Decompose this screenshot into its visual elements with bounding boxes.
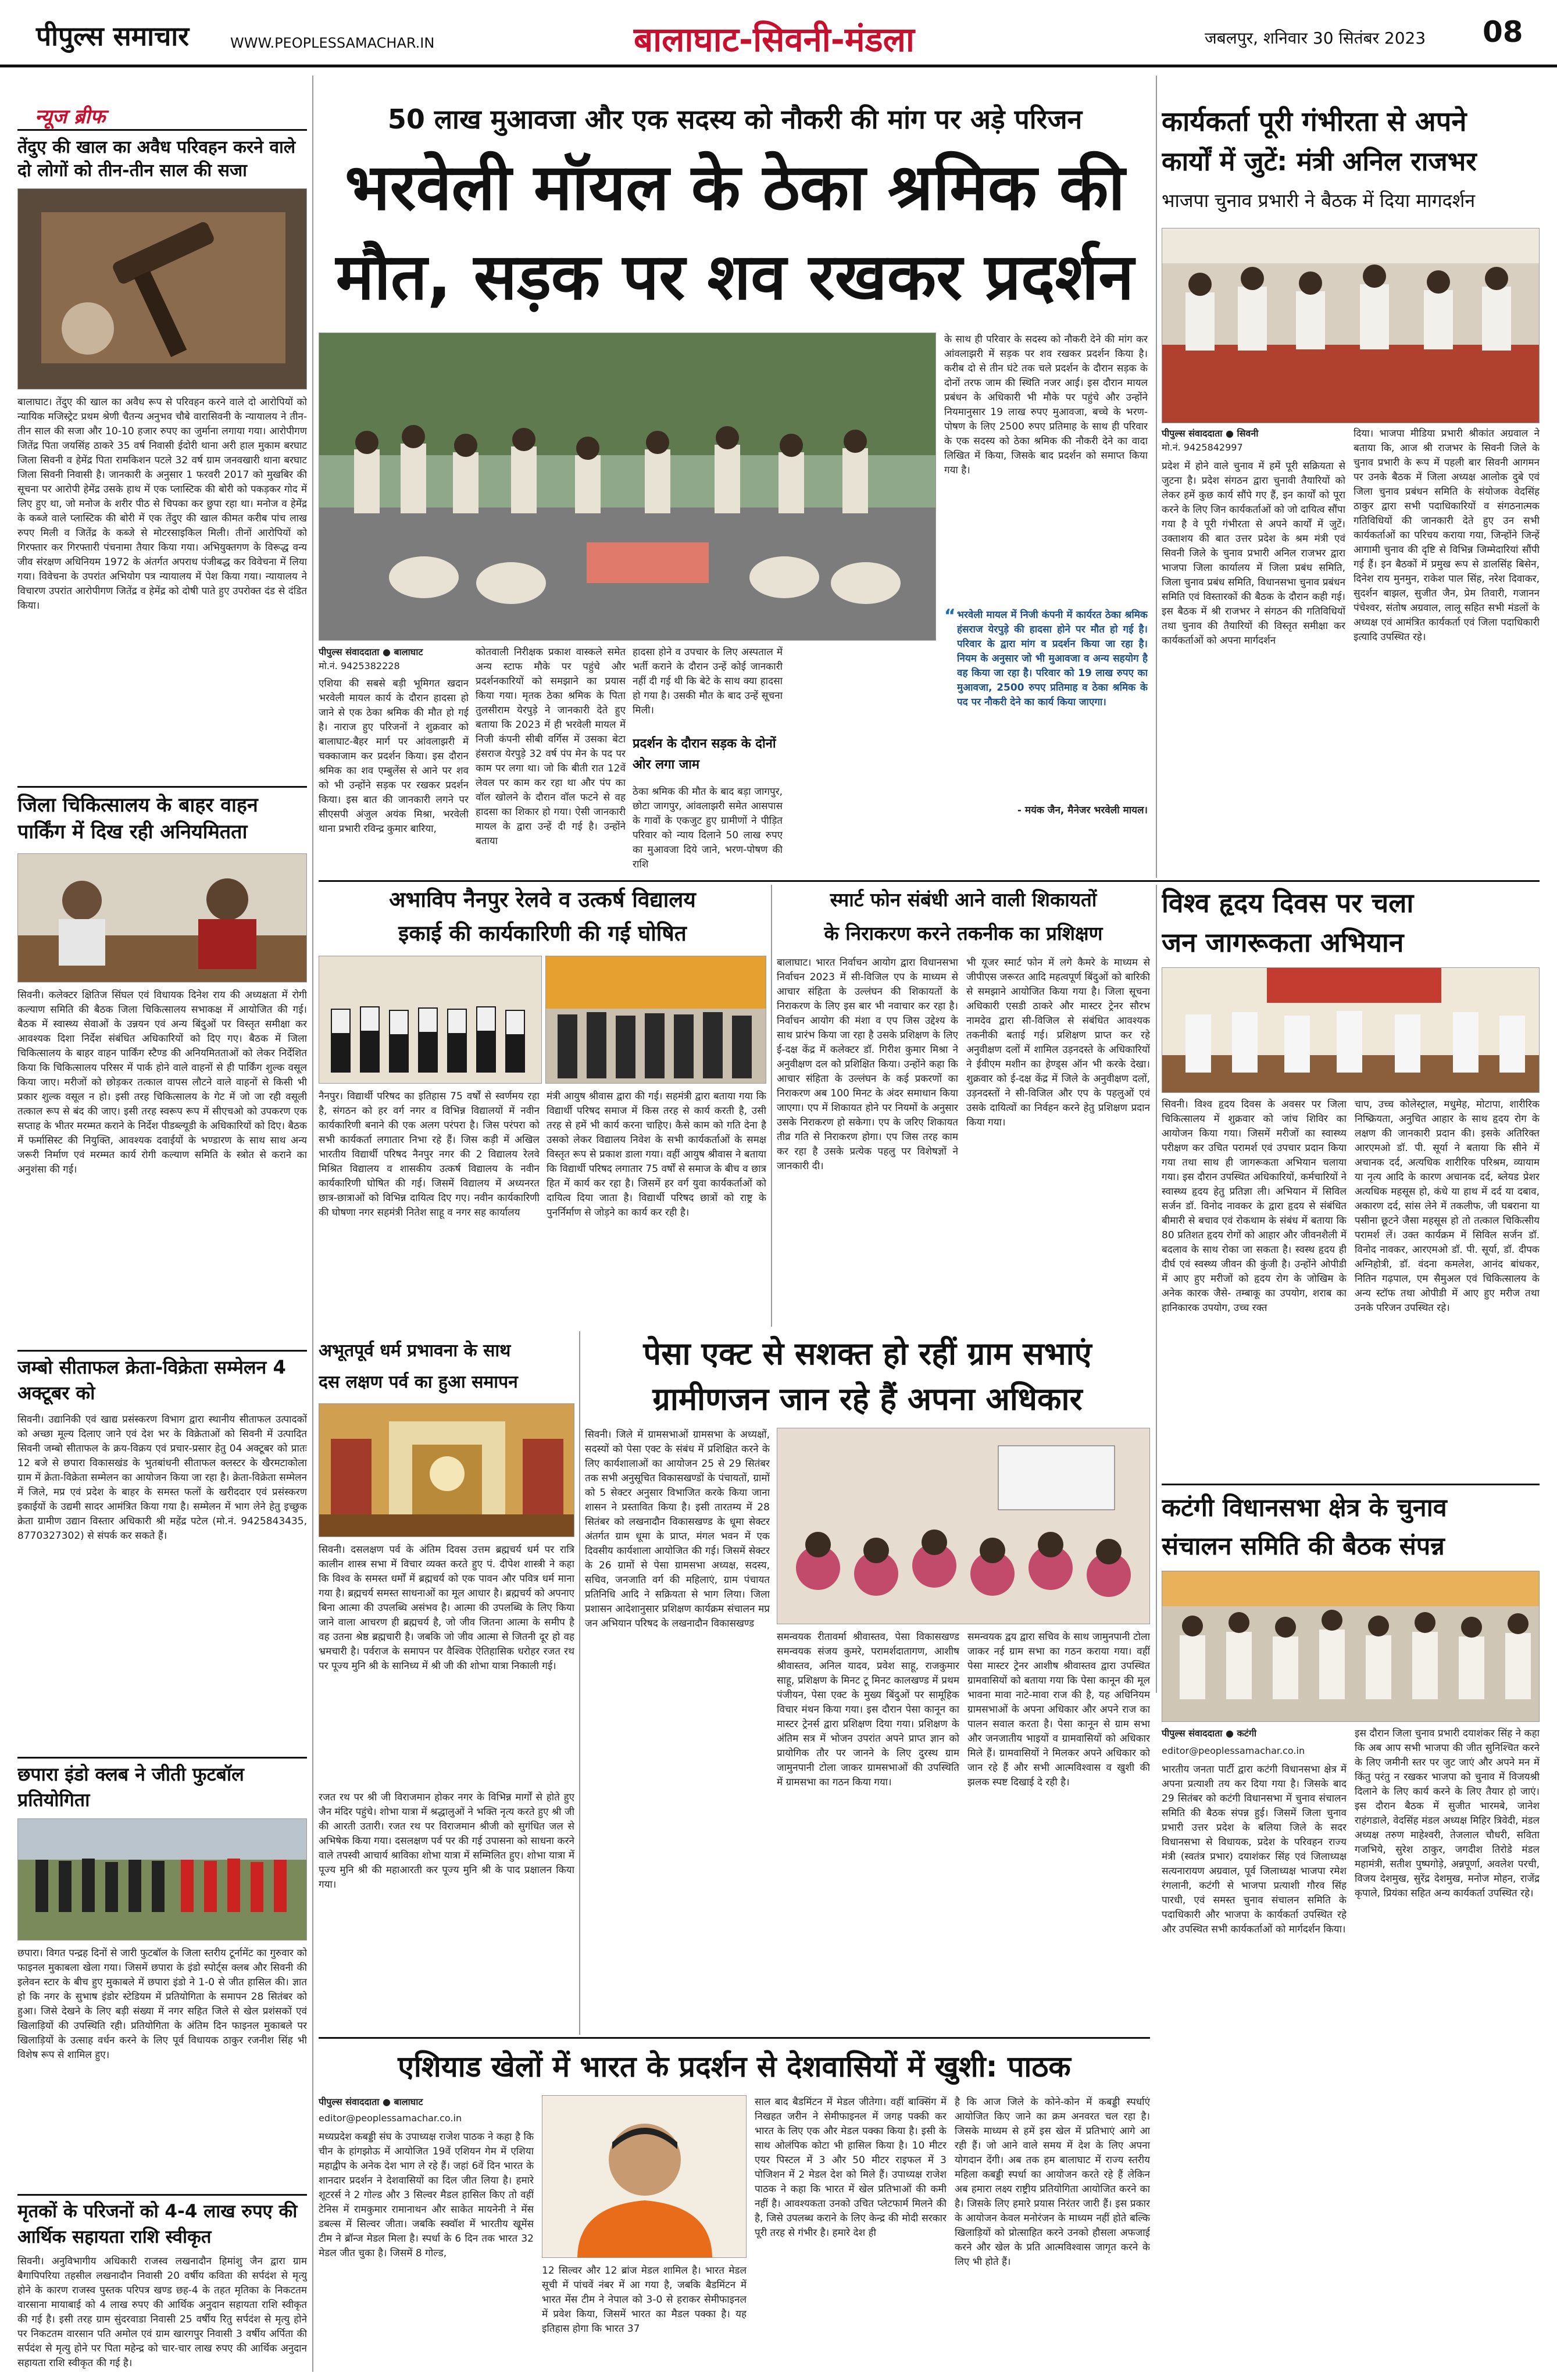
site-url[interactable]: WWW.PEOPLESSAMACHAR.IN xyxy=(230,35,435,51)
dharma-col-1: सिवनी। दसलक्षण पर्व के अंतिम दिवस उत्तम ब्रह्मचर्य धर्म पर रात्रि कालीन शास्त्र सभा में विचार व्यक्त करते हुए पं. दीपेश शास्त्री ने कहा कि विश्व के समस्त धर्मों में ब्रह्मचर्य को एक पावन और पवित्र धर्म माना गया है। ब्रह्मचर्य समस्त साधनाओं का मूल आधार है। ब्रह्मचर्य को अपनाए बिना आत्मा की उपलब्धि असंभव है। आत्मा की उपलब्धि के लिए किया जाने वाला आचरण ही ब्रह्मचर्य है, जो जीव जितना आत्मा के समीप है वह उतना श्रेष्ठ ब्रह्मचारी है। जबकि जो जीव आत्मा से जितनी दूर हो वह भ्रमचारी है। पर्वराज के समापन पर वैश्विक ऐतिहासिक धरोहर रजत रथ पर पूज्य मुनि श्री के सानिध्य में श्री जी की शोभा यात्रा निकाली गई। xyxy=(319,1544,574,1672)
pesa-headline-line2: ग्रामीणजन जान रहे हैं अपना अधिकार xyxy=(652,1381,1083,1417)
heart-story xyxy=(1162,885,1540,1478)
rajbhar-photo-credit: पीपुल्स संवाददाता ● सिवनी xyxy=(1162,428,1259,439)
smartphone-col-1: बालाघाट। भारत निर्वाचन आयोग द्वारा विधानसभा निर्वाचन 2023 में सी-विजिल एप के माध्यम से आचार संहिता के उल्लंघन की शिकायतों के निराकरण के लिए इस बार भी नवाचार कर रहा है। निर्वाचन आयोग की मंशा व एप जिस उद्देश्य के साथ प्रारंभ किया जा रहा है उसके प्रशिक्षण के लिए ई-दक्ष केंद्र में कलेक्टर डॉ. गिरीश कुमार मिश्रा ने अनुवीक्षण दल को प्रशिक्षित किया। उन्होंने कहा कि आचार संहिता के उल्लंघन के कई प्रकरणों का निराकरण अब 100 मिनट के अंदर समाधान किया जाएगा। एप में शिकायत होने पर नियमों के अनुसार उसके निराकरण हो सकेगा। एप के जरिए शिकायत तीव्र गति से निराकरण होगा। एप जिस तरह काम कर रहा है उसके प्रत्येक पहलु पर विशेषज्ञों ने जानकारी दी। xyxy=(777,957,958,1172)
brief-2-headline: जिला चिकित्सालय के बाहर वाहन पार्किंग में दिख रही अनियमितता xyxy=(17,794,258,844)
katangi-photo xyxy=(1162,1571,1540,1722)
brief-4-headline: छपारा इंडो क्लब ने जीती फुटबॉल प्रतियोगिता xyxy=(17,1763,244,1811)
dateline: जबलपुर, शनिवार 30 सितंबर 2023 xyxy=(1205,28,1426,48)
brief-1-body: बालाघाट। तेंदुए की खाल का अवैध रूप से परिवहन करने वाले दो आरोपियों को न्यायिक मजिस्ट्रेट प्रथम श्रेणी चैतन्य अनुभव चौबे वारासिवनी के न्यायालय ने तीन-तीन साल की सजा और 10-10 हजार रुपए का जुर्माना लगाया गया। आरोपीगण जितेंद्र पिता जयसिंह ठाकरे 35 वर्ष निवासी ईदोरी थाना अरी हाल मुकाम बरघाट जिला सिवनी व हेमेंद्र पिता रामकिशन पटले 32 वर्ष ग्राम जनवखारी थाना बरघाट जिला सिवनी निवासी है। जानकारी के अनुसार 1 फरवरी 2017 को मुखबिर की सूचना पर आरोपी हेमेंद्र उसके हाथ में एक प्लास्टिक की बोरी को पकड़कर गोद में लिए हुए था, जो मनोज के शरीर पीठ से चिपका कर छुपा रहा था। मनोज व हेमेंद्र के कब्जे वाले प्लास्टिक की बोरी में एक तेंदुए की खाल कीमत करीब पांच लाख रुपए मिली व जितेंद्र के कब्जे से मोटरसाइकिल मिली। तीनों आरोपियों को गिरफ्तार कर गिरफ्तारी पंचनामा तैयार किया गया। अभियुक्तगण के विरूद्ध वन्य जीव संरक्षण अधिनियम 1972 के अंतर्गत अपराध पंजीबद्ध कर विवेचना में लिया गया। विवेचना के उपरांत अभियोग पत्र न्यायालय में पेश किया गया। न्यायालय ने विचारण उपरांत आरोपीगण जितेंद्र व हेमेंद्र को दोषी पाते हुए उपरोक्त दंड से दंडित किया। xyxy=(17,396,307,612)
heart-col-1: सिवनी। विश्व हृदय दिवस के अवसर पर जिला चिकित्सालय में शुक्रवार को जांच शिविर का आयोजन किया गया। जिसमें मरीजों का स्वास्थ्य परीक्षण कर उचित परामर्श एवं उपचार प्रदान किया गया तथा साथ ही जागरूकता अभियान चलाया गया। इस दौरान उपस्थित अधिकारियों, कर्मचारियों ने स्वास्थ्य हृदय हेतु प्रतिज्ञा ली। अभियान में सिविल सर्जन डॉ. विनोद नावकर के द्वारा हृदय से संबंधित बीमारी से बचाव एवं रोकथाम के संबंध में बताया कि 80 प्रतिशत हृदय रोगों को आहार और जीवनशैली में बदलाव के साथ रोका जा सकता है। स्वस्थ हृदय ही दीर्घ एवं स्वस्थ्य जीवन की कुंजी है। उन्होंने ओपीडी में आए हुए मरीजों को हृदय रोग के जोखिम के अनेक कारक जैसे- तम्बाकू का उपयोग, शराब का हानिकारक उपयोग, उच्च रक्त xyxy=(1162,1099,1347,1314)
brief-1-photo xyxy=(17,188,307,389)
brand-name: पीपुल्स समाचार xyxy=(36,20,190,52)
katangi-headline-line2: संचालन समिति की बैठक संपन्न xyxy=(1162,1532,1445,1561)
dharma-story xyxy=(319,1331,574,2035)
asiad-col-4: है कि आज जिले के कोने-कोन में कबड्डी स्पर्धाएं आयोजित किए जाने का क्रम अनवरत चल रहा है। जिसके माध्यम से हमें इस खेल में प्रतिभाएं आगे आ रही हैं। जो आने वाले समय में देश के लिए अपना योगदान देंगी। अब तक हम बालाघाट में राज्य स्तरीय महिला कबड्डी स्पर्धा का आयोजन करते रहे हैं लेकिन अब हमारा लक्ष्य राष्ट्रीय प्रतियोगिता आयोजित करने का है। जिसके लिए हमारे प्रयास निरंतर जारी हैं। इस प्रकार के आयोजन केवल मनोरंजन के माध्यम नहीं होते बल्कि खिलाड़ियों को प्रोत्साहित करने उनको हौसला अफजाई करने और खेल के प्रति आत्मविश्वास जागृत करने के लिए भी होते हैं। xyxy=(955,2096,1150,2268)
asiad-col-2: 12 सिल्वर और 12 ब्रांज मेडल शामिल है। भारत मेडल सूची में पांचवें नंबर में आ गया है, जबकि बैडमिंटन में भारत मेंस टीम ने नेपाल को 3-0 से हराकर सेमीफाइनल में प्रवेश किया, जिसमें भारत का मैडल पक्का है। यह इतिहास होगा कि भारत 37 xyxy=(542,2265,747,2335)
brief-2-photo xyxy=(17,853,307,982)
lead-col-3b: ठेका श्रमिक की मौत के बाद बड़ा जागपुर, छोटा जागपुर, आंवलाझरी समेत आसपास के गावों के एकजुट हुए ग्रामीणों ने पीड़ित परिवार को न्याय दिलाने 50 लाख रुपए का मुआवजा दिये जाने, भरण-पोषण की राशि xyxy=(633,786,783,870)
smartphone-headline-line1: स्मार्ट फोन संबंधी आने वाली शिकायतों xyxy=(830,888,1097,911)
pesa-col-2: समन्वयक रीतावर्मा श्रीवास्तव, पेसा विकासखण्ड समन्वयक संजय कुमरे, परामर्शदातागण, आशीष श्रीवास्तव, अनिल यादव, प्रवेश साहू, राजकुमार साहू, प्रशिक्षण के मिनट टू मिनट कालखण्ड में प्रथम पंजीयन, पेसा एक्ट के मुख्य बिंदुओं पर सामूहिक विचार मंथन किया गया। इस दौरान पेसा कानून का मास्टर ट्रेनर्स द्वारा प्रशिक्षण दिया गया। प्रशिक्षण के अंतिम सत्र में भोजन उपरांत अपने प्राप्त ज्ञान को प्रायोगिक तौर पर जानने के लिए दुरस्थ ग्राम जामुनपानी टोला जाकर ग्रामसभाओं की उपस्थिति में ग्रामसभा का गठन किया गया। xyxy=(777,1631,959,1788)
asiad-col-3: साल बाद बैडमिंटन में मेडल जीतेगा। वहीं बाक्सिंग में निखहत जरीन ने सेमीफाइनल में जगह पक्की कर भारत के लिए एक और मेडल पक्का किया है। इसी के साथ ओलंपिक कोटा भी हासिल किया है। 10 मीटर एयर पिस्टल में 3 और 50 मीटर राइफल में 3 पोजिशन में 2 मेडल देश को मिले हैं। उपाध्यक्ष राजेश पाठक ने कहा कि भारत में खेल प्रतिभाओं की कमी नहीं है। आवश्यकता उनको उचित प्लेटफार्म मिलने की है, जिसे उपलब्ध कराने के लिए केन्द्र की मोदी सरकार पूरी तरह से गंभीर है। हमारे देश ही xyxy=(755,2096,947,2239)
brief-4-body: छपारा। विगत पन्द्रह दिनों से जारी फुटबॉल के जिला स्तरीय टूर्नामेंट का गुरुवार को फाइनल मुकाबला खेला गया। जिसमें छपारा के इंडो स्पोर्ट्स क्लब और सिवनी की इलेवन स्टार के बीच हुए मुकाबले में छपारा इंडो ने 1-0 से जीत हासिल की। ज्ञात हो कि नगर के सुभाष इंडोर स्टेडियम में प्रतियोगिता के समापन 28 सितंबर को हुआ। जिसे देखने के लिए बड़ी संख्या में नगर सहित जिले से खेल प्रशंसकों एवं खिलाड़ियों की उपस्थिति रही। प्रतियोगिता के अंतिम दिन फाइनल मुकाबले पर खिलाड़ियों के उत्साह वर्धन करने के लिए पूर्व विधायक ठाकुर रजनीश सिंह भी विशेष रूप से शामिल हुए। xyxy=(17,1947,307,2061)
heart-photo xyxy=(1162,967,1540,1093)
abvp-headline-line1: अभाविप नैनपुर रेलवे व उत्कर्ष विद्यालय xyxy=(389,887,696,912)
pesa-photo xyxy=(777,1428,1150,1624)
dharma-photo xyxy=(319,1403,574,1537)
pesa-story xyxy=(585,1331,1150,2035)
lead-quote-box xyxy=(944,606,1148,862)
page-number: 08 xyxy=(1483,15,1523,49)
news-brief-title: न्यूज ब्रीफ xyxy=(35,105,106,128)
pesa-col-3: समन्वयक द्वय द्वारा सचिव के साथ जामुनपानी टोला जाकर नई ग्राम सभा का गठन कराया गया। वहीं पेसा मास्टर ट्रेनर आशीष श्रीवास्तव द्वारा उपस्थित ग्रामवासियों को बताया गया कि पेसा कानून की मूल भावना मावा नाटे-मावा राज की है, यह अधिनियम ग्रामसभाओं के अपना अधिकार और अपने राज का पालन सवाल करता है। पेसा कानून से ग्राम सभा और जनजातीय भाइयों व ग्रामवासियों को अधिकार मिले हैं। ग्रामवासियों ने मिलकर अपने अधिकार को जान रहे हैं और सभी आत्मविश्वास व खुशी की झलक स्पष्ट दिखाई दे रही है। xyxy=(967,1631,1150,1788)
katangi-story xyxy=(1162,1484,1540,2367)
katangi-col-2: इस दौरान जिला चुनाव प्रभारी दयाशंकर सिंह ने कहा कि अब आप सभी भाजपा की जीत सुनिश्चित करने के लिए जमीनी स्तर पर जुट जाएं और अपने मन में किंतु परंतु न रखकर भाजपा को चुनाव में विजयश्री दिलाने के लिए कार्य करने के लिए तैयार हो जाएं। इस दौरान बैठक में सुजीत भारमबे, जानेश राहंगडाले, वेदसिंह मंडल अध्यक्ष मिहिर त्रिवेदी, मंडल अध्यक्ष तरुण माहेश्वरी, तेजलाल चौधरी, सविता गजभिये, सुरेश ठाकुर, जगदीश तिरोडे मंडल महामंत्री, सतीश पुष्पगोड़े, अन्नपूर्णा, अवलेश परची, विजय देशमुख, सुरेंद्र देशमुख, मनोज मोहन, राजेंद्र कृपाले, प्रियंका सहित अन्य कार्यकर्ता उपस्थित रहे। xyxy=(1355,1728,1540,1899)
newspaper-logo xyxy=(36,10,222,56)
brief-3-body: सिवनी। उद्यानिकी एवं खाद्य प्रसंस्करण विभाग द्वारा स्थानीय सीताफल उत्पादकों को अच्छा मूल्य दिलाए जाने एवं देश भर के विक्रेताओं को सिवनी में उत्पादित सिवनी जम्बो सीताफल के क्रय-विक्रय एवं प्रचार-प्रसार हेतु 04 अक्टूबर को प्रातः 12 बजे से छपारा विकासखंड के भुतबांधनी सीताफल क्लस्टर के खैरमटाकोला ग्राम में क्रेता-विक्रेता सम्मेलन का आयोजन किया जा रहा है। क्रेता-विक्रेता सम्मेलन में जिले, मप्र एवं प्रदेश के बाहर के समस्त फलों के खरीददार एवं प्रसंस्करण इकाईयों के उद्यमी सादर आमंत्रित किया गया है। सम्मेलन में भाग लेने हेतु इच्छुक क्रेता ग्रामीण उद्यान विस्तार अधिकारी श्री महेंद्र पटेल (मो.नं. 9425843435, 8770327302) से संपर्क कर सकते हैं। xyxy=(17,1414,307,1542)
masthead xyxy=(0,0,1557,67)
asiad-col-1: मध्यप्रदेश कबड्डी संघ के उपाध्यक्ष राजेश पाठक ने कहा है कि चीन के हांगझोऊ में आयोजित 19वें एशियन गेम में एशिया महाद्वीप के अनेक देश भाग ले रहे हैं। जहां 6वें दिन भारत के शानदार प्रदर्शन ने देशवासियों का दिल जीत लिया है। हमारे शूटरर्स ने 2 गोल्ड और 3 सिल्वर मैडल हासिल किए तो वहीं टेनिस में रामकुमार रामानाथन और साकेत मायनेनी ने मेंस डबल्स में सिल्वर जीता। जबकि स्क्वॉश में भारतीय खूमेंस टीम ने ब्रॉन्ज मेडल मिला है। स्पर्धा के 6 दिन तक भारत 32 मेडल जीत चुका है। जिसमें 8 गोल्ड, xyxy=(319,2131,534,2259)
lead-col-2: कोतवाली निरीक्षक प्रकाश वास्कले समेत अन्य स्टाफ मौके पर पहुंचे और प्रदर्शनकारियों को समझाने का प्रयास किया गया। मृतक ठेका श्रमिक के पिता तुलसीराम येरपुड़े ने जानकारी देते हुए बताया कि 2023 में ही भरवेली मायल में निजी कंपनी सीबी वर्गिस में उसका बेटा हंसराज येरपुड़े 32 वर्ष पंप मेन के पद पर काम पर लगा था। जो कि बीती रात 12वें लेवल पर काम कर रहा था और पंप का वॉल खोलने के दौरान वॉल फटने से वह हादसा का शिकार हो गया। ऐसी जानकारी मायल के द्वारा उन्हें दी गई है। उन्होंने बताया xyxy=(476,646,626,847)
lead-photo-protest xyxy=(319,333,936,641)
katangi-email[interactable]: editor@peoplessamachar.co.in xyxy=(1162,1745,1305,1756)
brief-5-body: सिवनी। अनुविभागीय अधिकारी राजस्व लखनादौन हिमांशु जैन द्वारा ग्राम बैगापिपरिया तहसील लखनादौन निवासी 20 वर्षीय कविता की सर्पदंश से मृत्यु होने के कारण राजस्व पुस्तक परिपत्र खण्ड छह-4 के तहत मृतिका के निकटतम वारसाना मायाबाई को 4 लाख रुपए की आर्थिक अनुदान सहायता राशि स्वीकृत की गई है। इसी तरह ग्राम सुंदरवाडा निवासी 25 वर्षीय रितु सर्पदंश से मृत्यु होने पर निकटतम वारसान पति अमोल एवं ग्राम खारगपुर निवासी 3 वर्षीय अर्पिता की सर्पदंश से मृत्यु होने पर पिता महेन्द्र को चार-चार लाख रुपए की आर्थिक अनुदान सहायता राशि स्वीकृत की गई है। xyxy=(17,2256,307,2369)
abvp-story xyxy=(319,885,766,1327)
asiad-headline: एशियाड खेलों में भारत के प्रदर्शन से देशवासियों में खुशी: पाठक xyxy=(398,2050,1071,2084)
rajbhar-subhead: भाजपा चुनाव प्रभारी ने बैठक में दिया मागदर्शन xyxy=(1162,190,1476,212)
katangi-col-1: भारतीय जनता पार्टी द्वारा कटंगी विधानसभा क्षेत्र में अपना प्रत्याशी तय कर दिया गया है। जिसके बाद 29 सितंबर को कटंगी विधानसभा में चुनाव संचालन समिति की बैठक संपन्न हुई। जिसमें जिला चुनाव प्रभारी उत्तर प्रदेश के बलिया जिले के सदर विधानसभा से विधायक, प्रदेश के परिवहन राज्य मंत्री (स्वतंत्र प्रभार) दयाशंकर सिंह एवं जिलाध्यक्ष सत्यनारायण अग्रवाल, पूर्व जिलाध्यक्ष भाजपा रमेश रंगलानी, कटंगी से भाजपा प्रत्याशी गौरव सिंह पारधी, एवं समस्त चुनाव संचालन समिति के पदाधिकारी और भाजपा के कार्यकर्ता उपस्थित रहे और उपस्थित सभी कार्यकर्ताओं को मार्गदर्शन किया। xyxy=(1162,1764,1347,1935)
asiad-photo-credit: पीपुल्स संवाददाता ● बालाघाट xyxy=(319,2096,423,2107)
lead-kicker: 50 लाख मुआवजा और एक सदस्य को नौकरी की मांग पर अड़े परिजन xyxy=(387,103,1083,135)
brief-1-headline: तेंदुए की खाल का अवैध परिवहन करने वाले दो लोगों को तीन-तीन साल की सजा xyxy=(17,137,296,181)
smartphone-col-2: भी यूजर स्मार्ट फोन में लगे कैमरे के माध्यम से जीपीएस जरूरत आदि महत्वपूर्ण बिंदुओं को बारिकी से समझाने आयोजित किया गया है। जिला सूचना अधिकारी एसडी ठाकरे और मास्टर ट्रेनर सौरभ नामदेव द्वारा सी-विजिल से संबंधित आवश्यक तकनीकी बताई गई। प्रशिक्षण प्राप्त कर रहे अनुवीक्षण दलों में शामिल उड़नदस्ते के अधिकारियों ने ईवीएम मशीन का हेण्ड्स ऑन भी करके देखा। शुक्रवार को ई-दक्ष केंद्र में जिले के अनुवीक्षण दलों, उड़नदस्तों ने सी-विजिल और एप के पहलुओं एवं उसके दायित्वों का निर्वहन करने हेतु प्रशिक्षण प्रदान किया गया। xyxy=(966,957,1150,1128)
brief-5-headline: मृतकों के परिजनों को 4-4 लाख रुपए की आर्थिक सहायता राशि स्वीकृत xyxy=(17,2201,298,2247)
brief-4-photo xyxy=(17,1818,307,1941)
lead-quote-by: - मयंक जैन, मैनेजर भरवेली मायल। xyxy=(1017,805,1148,816)
abvp-photo-1 xyxy=(319,956,542,1084)
heart-col-2: चाप, उच्च कोलेस्ट्राल, मधुमेह, मोटापा, शारीरिक निष्क्रियता, अनुचित आहार के साथ हृदय रोग के लक्षण की जानकारी प्रदान की। इसके अतिरिक्त आरएमओ डॉ. पी. सूर्या ने बताया कि सीने में अचानक दर्द, अत्यधिक शारीरिक परिश्रम, व्यायाम या नृत्य आदि के कारण अचानक दर्द, ब्लेयड प्रेशर अत्यधिक महसूस हो, कंधे या हाथ में दर्द या दबाव, अकारण दर्द, सांस लेने में तकलीफ, जी घबराना या पसीना छूटने जैसा महसूस हो तो तत्काल चिकित्सीय परामर्श लें। उक्त कार्यक्रम में सिविल सर्जन डॉ. विनोद नावकर, आरएमओ डॉ. पी. सूर्या, डॉ. दीपक अग्निहोत्री, डॉ. वंदना कमलेश, आनंद बांधकर, नितिन गढ़पाल, एम सैमुअल एवं चिकित्सालय के अन्य स्टॉफ तथा ओपीडी में आए हुए मरीज तथा उनके परिजन उपस्थित रहे। xyxy=(1355,1099,1540,1314)
dharma-col-2: रजत रथ पर श्री जी विराजमान होकर नगर के विभिन्न मार्गों से होते हुए जैन मंदिर पहुंचे। शोभा यात्रा में श्रद्धालुओं ने भक्ति नृत्य करते हुए श्री जी की आरती उतारी। रजत रथ पर विराजमान श्रीजी को सुगंधित जल से अभिषेक किया गया। दसलक्षण पर्व पर की गई उपासना को साधना करने वाले तपस्वी आचार्य श्राविका शोभा यात्रा में सम्मिलित हुए। शोभा यात्रा में पूज्य मुनि श्री की महाआरती कर पूज्य मुनि श्री के पाद प्रक्षालन किया गया। xyxy=(319,1792,574,1891)
heart-headline-line2: जन जागरूकता अभियान xyxy=(1162,927,1404,958)
lead-quote-text: भरवेली मायल में निजी कंपनी में कार्यरत ठेका श्रमिक हंसराज येरपुड़े की हादसा होने पर मौत हो गई है। परिवार के द्वारा मांग व प्रदर्शन किया जा रहा है। नियम के अनुसार जो भी मुआवजा व अन्य सहयोग है वह किया जा रहा है। परिवार को 19 लाख रुपए का मुआवजा, 2500 रुपए प्रतिमाह व ठेका श्रमिक के पद पर नौकरी देने का कार्य किया जाएगा। xyxy=(957,609,1148,708)
lead-col-1: एशिया की सबसे बड़ी भूमिगत खदान भरवेली मायल कार्य के दौरान हादसा हो जाने से एक ठेका श्रमिक की मौत हो गई है। नाराज हुए परिजनों ने शुक्रवार को बालाघाट-बैहर मार्ग पर आंवलाझरी में चक्काजाम कर प्रदर्शन किया। इस दौरान श्रमिक का शव एम्बुलेंस से आने पर शव को भी उन्होंने सड़क पर रखकर प्रदर्शन किया। इस बात की जानकारी लगने पर सीएसपी अंजुल अयंक मिश्रा, भरवेली थाना प्रभारी रविन्द्र कुमार बारिया, xyxy=(319,678,469,835)
lead-story xyxy=(319,76,1151,878)
asiad-story xyxy=(319,2042,1150,2367)
brief-3-headline: जम्बो सीताफल क्रेता-विक्रेता सम्मेलन 4 अक्टूबर को xyxy=(17,1356,286,1404)
abvp-headline-line2: इकाई की कार्यकारिणी की गई घोषित xyxy=(398,921,687,946)
dharma-headline-line1: अभूतपूर्व धर्म प्रभावना के साथ xyxy=(319,1341,511,1361)
asiad-photo-pathak xyxy=(542,2095,747,2258)
rajbhar-headline-line1: कार्यकर्ता पूरी गंभीरता से अपने xyxy=(1162,106,1467,138)
lead-col-3a: हादसा होने व उपचार के लिए अस्पताल में भर्ती कराने के दौरान उन्हें कोई जानकारी नहीं दी गई थी कि बेटे के साथ क्या हादसा हो गया है। उसकी मौत के बाद उन्हें सूचना मिली। xyxy=(633,646,783,716)
pesa-col-1: सिवनी। जिले में ग्रामसभाओं ग्रामसभा के अध्यक्षों, सदस्यों को पेसा एक्ट के संबंध में प्रशिक्षित करने के लिए कार्यशालाओं का आयोजन 25 से 29 सितंबर तक सभी अनुसूचित विकासखण्डों के पंचायतों, ग्रामों को 5 सेक्टर अनुसार विभाजित करके किया जाना शासन ने प्रस्तावित किया है। इसी तारतम्य में 28 सितंबर को लखनादौन विकासखण्ड के धूमा सेक्टर अंतर्गत ग्राम धूमा के प्राप्त, मंगल भवन में एक दिवसीय कार्यशाला आयोजित की गई। जिसमें सेक्टर के 26 ग्रामों से पेसा ग्रामसभा अध्यक्ष, सदस्य, सचिव, जनजाति वर्ग की महिलाएं, ग्राम पंचायत प्रतिनिधि आदि ने सक्रियता से भाग लिया। जिला प्रशासन आदेशानुसार प्रशिक्षण कार्यक्रम संचालन मप्र जन अभियान परिषद के लखनादौन विकासखण्ड xyxy=(585,1429,770,1629)
lead-col-4: के साथ ही परिवार के सदस्य को नौकरी देने की मांग कर आंवलाझरी में सड़क पर शव रखकर प्रदर्शन किया है। करीब दो से तीन घंटे तक चले प्रदर्शन के दौरान सड़क के दोनों तरफ जाम की स्थिति नजर आई। इस दौरान मायल प्रबंधन के अधिकारी भी मौके पर पहुंचे और उन्होंने नियमानुसार 19 लाख रुपए मुआवजा, बच्चे के भरण-पोषण के लिए 2500 रुपए प्रतिमाह के साथ ही परिवार के एक सदस्य को ठेका श्रमिक की नौकरी देने का वादा लिखित में किया, जिसके बाद प्रदर्शन को समाप्त किया गया है। xyxy=(944,334,1148,476)
katangi-headline-line1: कटंगी विधानसभा क्षेत्र के चुनाव xyxy=(1162,1493,1447,1523)
dharma-headline-line2: दस लक्षण पर्व का हुआ समापन xyxy=(319,1372,518,1392)
lead-headline-line2: मौत, सड़क पर शव रखकर प्रदर्शन xyxy=(335,240,1134,314)
brief-2-body: सिवनी। कलेक्टर क्षितिज सिंघल एवं विधायक दिनेश राय की अध्यक्षता में रोगी कल्याण समिति की बैठक जिला चिकित्सालय सभाकक्ष में आयोजित की गई। बैठक में स्वास्थ्य सेवाओं के उन्नयन एवं अन्य बिंदुओं पर विस्तृत समीक्षा कर आवश्यक दिशा निर्देश संबंधित अधिकारियों को दिए गए। बैठक में जिला चिकित्सालय के बाहर वाहन पार्किंग स्टैण्ड की अनियमितताओं को लेकर निर्देशित किया कि चिकित्सालय परिसर में पार्क होने वाले वाहनों से ही पार्किंग शुल्क वसूल किया जाए। मरीजों को छोड़कर तत्काल वापस लौटने वाले वाहनों से किसी भी प्रकार शुल्क वसूल न हो। इसी तरह चिकित्सालय के गेट में जो जा रही वसूली तत्काल रूप से बंद की जाए। इसी तरह स्वरूप रूप में सीएचओ को उपकरण एक सप्ताह के भीतर मरम्मत कराने के निर्देश पीडब्ल्यूडी के अधिकारियों को दिए। बैठक में फर्मासिस्ट की नियुक्ति, आवश्यक दवाईयों के भण्डारण के साथ साथ अन्य जरूरी निर्माण एवं मरम्मत कार्य रोगी कल्याण समिति के स्त्रोत से कराने का अनुशंसा की गई। xyxy=(17,989,307,1175)
rajbhar-photo xyxy=(1162,228,1540,423)
rajbhar-col-2: दिया। भाजपा मीडिया प्रभारी श्रीकांत अग्रवाल ने बताया कि, आज श्री राजभर के सिवनी जिले के चुनाव प्रभारी के रूप में पहली बार सिवनी आगमन पर उनके बैठक में जिला अध्यक्ष आलोक दुबे एवं जिला चुनाव प्रबंधन समिति के संयोजक वेदसिंह ठाकुर द्वारा सभी पदाधिकारियों व संगठनात्मक गतिविधियों की जानकारी देते हुए उन सभी कार्यकर्ताओं का परिचय कराया गया, जिन्होंने जिन्हें आगामी चुनाव की दृष्टि से विभिन्न जिम्मेदारियां सौंपी गई हैं। इन बैठकों में प्रमुख रूप से डालसिंह बिसेन, दिनेश राय मुनमुन, राकेश पाल सिंह, नरेश दिवाकर, सुदर्शन बाझल, सुजीत जैन, प्रेम तिवारी, गजानन पंचेश्वर, संतोष अग्रवाल, लालू सहित सभी मंडलों के अध्यक्ष एवं आमंत्रित कार्यकर्ता एवं जिला पदाधिकारी इत्यादि उपस्थित रहे। xyxy=(1354,428,1540,643)
lead-photo-credit: पीपुल्स संवाददाता ● बालाघाट xyxy=(319,646,423,657)
news-brief-column xyxy=(17,76,307,2378)
pesa-headline-line1: पेसा एक्ट से सशक्त हो रहीं ग्राम सभाएं xyxy=(643,1335,1092,1372)
lead-headline-line1: भरवेली मॉयल के ठेका श्रमिक की xyxy=(345,150,1125,224)
quote-icon: “ xyxy=(944,606,956,626)
rajbhar-story xyxy=(1162,76,1540,878)
section-title: बालाघाट-सिवनी-मंडला xyxy=(634,20,915,59)
abvp-photo-2 xyxy=(545,956,766,1084)
asiad-email[interactable]: editor@peoplessamachar.co.in xyxy=(319,2113,462,2124)
smartphone-story xyxy=(777,885,1150,1327)
rajbhar-headline-line2: कार्यों में जुटें: मंत्री अनिल राजभर xyxy=(1162,146,1477,177)
abvp-col-1: नैनपुर। विद्यार्थी परिषद का इतिहास 75 वर्षों से स्वर्णमय रहा है, संगठन को हर वर्ग नगर व विभिन्न विद्यालयों में नवीन कार्यकारिणी बनाने की एक अलग परंपरा है। जिस परंपरा को सभी कार्यकर्ता लगातार निभा रहे हैं। जिस कड़ी में अखिल भारतीय विद्यार्थी परिषद नैनपुर नगर की 2 विद्यालय रेलवे मिश्रित विद्यालय व शासकीय उत्कर्ष विद्यालय के नवीन कार्यकारिणी घोषित की गई। जिसमें विद्यालय में अध्यनरत छात्र-छात्राओं को विभिन्न दायित्व दिए गए। नवीन कार्यकारिणी की घोषणा नगर सहमंत्री नितेश साहू व नगर सह कार्यालय xyxy=(319,1091,540,1218)
heart-headline-line1: विश्व हृदय दिवस पर चला xyxy=(1162,887,1414,919)
rajbhar-phone: मो.नं. 9425842997 xyxy=(1162,442,1243,453)
smartphone-headline-line2: के निराकरण करने तकनीक का प्रशिक्षण xyxy=(824,922,1103,945)
katangi-photo-credit: पीपुल्स संवाददाता ● कटंगी xyxy=(1162,1728,1256,1739)
lead-phone: मो.नं. 9425382228 xyxy=(319,660,400,671)
rajbhar-col-1: प्रदेश में होने वाले चुनाव में हमें पूरी सक्रियता से जुटना है। प्रदेश संगठन द्वारा चुनावी तैयारियों को लेकर हमें कुछ कार्य सौंपे गए हैं, इन कार्यों को पूरा करने के लिए जिन कार्यकर्ताओं को जो दायित्व सौंपा गया है वे पूरी गंभीरता से अपने कार्यों में जुटें। उक्ताशय की बात उत्तर प्रदेश के श्रम मंत्री एवं सिवनी जिले के चुनाव प्रभारी अनिल राजभर द्वारा भाजपा जिला कार्यालय में जिला प्रबंध समिति, जिला चुनाव प्रबंध समिति, विधानसभा चुनाव प्रबंधन समिति एवं विस्तारकों की बैठक के दौरान कही गई। इस बैठक में श्री राजभर ने संगठन की गतिविधियों तथा चुनाव की तैयारियों की विस्तृत समीक्षा कर कार्यकर्ताओं को अपना मार्गदर्शन xyxy=(1162,460,1345,646)
lead-subhead: प्रदर्शन के दौरान सड़क के दोनों ओर लगा जाम xyxy=(633,737,776,772)
abvp-col-2: मंत्री आयुष श्रीवास द्वारा की गई। सहमंत्री द्वारा बताया गया कि विद्यार्थी परिषद समाज में किस तरह से कार्य करती है, उसी तरह से हमें भी कार्य करना चाहिए। कैसे काम को गति देना है उसको लेकर विद्यालय निवेश के सभी कार्यकर्ताओं के समक्ष विस्तृत रूप से प्रकाश डाला गया। वहीं आयुष श्रीवास ने बताया कि विद्यार्थी परिषद लगातार 75 वर्षों से समाज के बीच व छात्र हित में कार्य कर रहा है। जिसमें हर वर्ग युवा कार्यकर्ताओं को दायित्व दिया जाता है। विद्यार्थी परिषद छात्रों को राष्ट्र के पुनर्निर्माण से जोड़ने का कार्य कर रही है। xyxy=(547,1091,766,1218)
